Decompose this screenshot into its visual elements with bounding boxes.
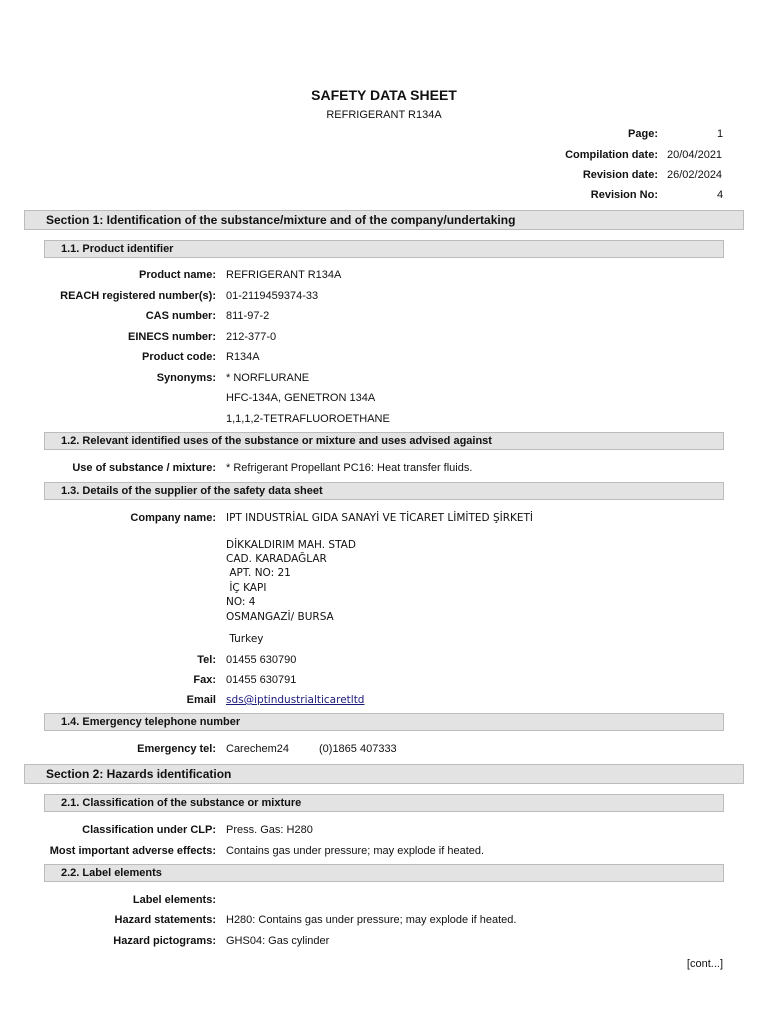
address-line: OSMANGAZİ/ BURSA <box>226 611 334 623</box>
subsection-1-2-header: 1.2. Relevant identified uses of the substance or mixture and uses advised against <box>44 432 724 450</box>
revision-date-value: 26/02/2024 <box>667 169 723 181</box>
use-label: Use of substance / mixture: <box>72 462 216 474</box>
address-line: CAD. KARADAĞLAR <box>226 553 327 565</box>
subsection-2-2-header: 2.2. Label elements <box>44 864 724 882</box>
emergency-tel-name: Carechem24 <box>226 743 289 755</box>
fax-label: Fax: <box>193 674 216 686</box>
cas-value: 811-97-2 <box>226 310 270 322</box>
synonym-item: 1,1,1,2-TETRAFLUOROETHANE <box>226 413 390 425</box>
email-label: Email <box>186 694 216 706</box>
reach-value: 01-2119459374-33 <box>226 290 319 302</box>
emergency-tel-label: Emergency tel: <box>137 743 216 755</box>
product-code-label: Product code: <box>142 351 216 363</box>
hazard-statements-value: H280: Contains gas under pressure; may explode if heated. <box>226 914 517 926</box>
document-title: SAFETY DATA SHEET <box>311 87 457 103</box>
hazard-pictograms-value: GHS04: Gas cylinder <box>226 935 330 947</box>
product-name-value: REFRIGERANT R134A <box>226 269 342 281</box>
synonyms-label: Synonyms: <box>156 372 216 384</box>
einecs-label: EINECS number: <box>127 331 216 343</box>
subsection-1-4-header: 1.4. Emergency telephone number <box>44 713 724 731</box>
clp-value: Press. Gas: H280 <box>226 824 313 836</box>
page-label: Page: <box>628 128 658 140</box>
revision-date-label: Revision date: <box>582 169 658 181</box>
revision-no-label: Revision No: <box>590 189 658 201</box>
cas-label: CAS number: <box>145 310 216 322</box>
reach-label: REACH registered number(s): <box>60 290 216 302</box>
address-line: NO: 4 <box>226 596 256 608</box>
subsection-1-1-header: 1.1. Product identifier <box>44 240 724 258</box>
fax-value: 01455 630791 <box>226 674 297 686</box>
tel-value: 01455 630790 <box>226 654 297 666</box>
subsection-2-1-header: 2.1. Classification of the substance or mixture <box>44 794 724 812</box>
address-line: DİKKALDIRIM MAH. STAD <box>226 539 356 551</box>
hazard-statements-label: Hazard statements: <box>114 914 216 926</box>
continued-marker: [cont...] <box>686 958 723 970</box>
synonym-item: * NORFLURANE <box>226 372 310 384</box>
section-2-header: Section 2: Hazards identification <box>24 764 744 784</box>
subsection-1-3-header: 1.3. Details of the supplier of the safety data sheet <box>44 482 724 500</box>
email-link[interactable]: sds@iptindustrialticaretltd <box>226 694 365 706</box>
emergency-tel-number: (0)1865 407333 <box>319 743 397 755</box>
hazard-pictograms-label: Hazard pictograms: <box>113 935 216 947</box>
address-line: APT. NO: 21 <box>226 567 291 579</box>
section-1-header: Section 1: Identification of the substance/mixture and of the company/undertaking <box>24 210 744 230</box>
adverse-effects-value: Contains gas under pressure; may explode if heated. <box>226 845 485 857</box>
document-subtitle: REFRIGERANT R134A <box>326 109 442 121</box>
product-code-value: R134A <box>226 351 260 363</box>
page-value: 1 <box>717 128 724 140</box>
label-elements-label: Label elements: <box>132 894 216 906</box>
adverse-effects-label: Most important adverse effects: <box>49 845 216 857</box>
tel-label: Tel: <box>197 654 216 666</box>
einecs-value: 212-377-0 <box>226 331 277 343</box>
use-value: * Refrigerant Propellant PC16: Heat transfer fluids. <box>226 462 473 474</box>
clp-label: Classification under CLP: <box>82 824 216 836</box>
synonym-item: HFC-134A, GENETRON 134A <box>226 392 376 404</box>
company-name-label: Company name: <box>130 512 216 524</box>
product-name-label: Product name: <box>138 269 216 281</box>
address-country: Turkey <box>226 633 264 645</box>
revision-no-value: 4 <box>717 189 724 201</box>
compilation-date-value: 20/04/2021 <box>667 149 723 161</box>
address-line: İÇ KAPI <box>226 582 267 594</box>
compilation-date-label: Compilation date: <box>565 149 658 161</box>
company-name-value: IPT INDUSTRİAL GIDA SANAYİ VE TİCARET LİMİTED ŞİRKETİ <box>226 512 534 524</box>
